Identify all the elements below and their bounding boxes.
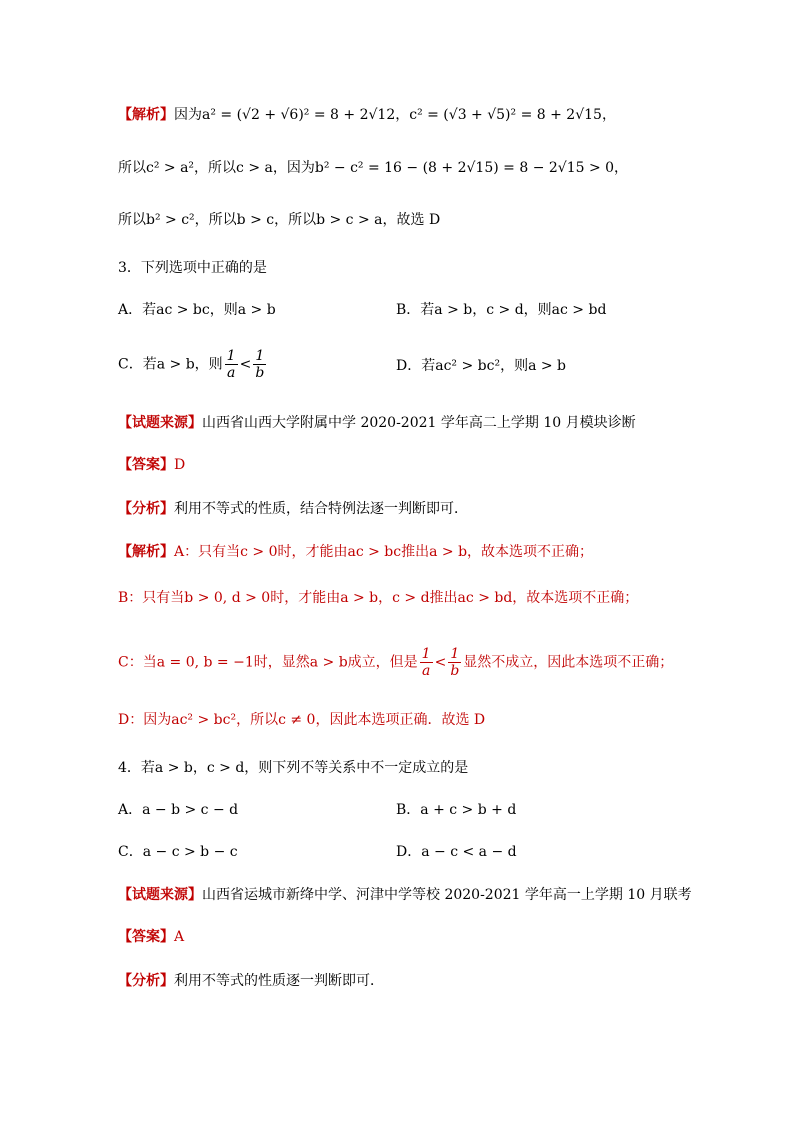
q4-option-a: A．a − b > c − d (118, 802, 239, 818)
fraction-denominator: b (450, 663, 460, 679)
answer-tag: 【答案】 (118, 929, 174, 945)
fraction-numerator: 1 (253, 348, 266, 365)
q3-fenxi (118, 499, 468, 519)
q3-source-text: 山西省山西大学附属中学 2020-2021 学年高二上学期 10 月模块诊断 (202, 415, 636, 431)
fraction-numerator: 1 (448, 646, 461, 663)
q4-option-b: B．a + c > b + d (396, 802, 517, 818)
q4-answer (118, 927, 184, 947)
q3-option-d: D．若ac² > bc²，则a > b (396, 358, 567, 374)
q4-option-d: D．a − c < a − d (396, 844, 517, 860)
source-tag: 【试题来源】 (118, 415, 202, 431)
fraction-denominator: a (421, 663, 431, 679)
less-than-sign: < (434, 654, 447, 671)
analysis-tag: 【解析】 (118, 544, 174, 560)
fraction-1-over-b (448, 646, 461, 679)
fraction-denominator: b (255, 365, 265, 381)
analysis-line-2: 所以c² > a²，所以c > a，因为b² − c² = 16 − (8 + 2√15) = 8 − 2√15 > 0， (118, 160, 629, 176)
fraction-numerator: 1 (226, 348, 236, 364)
q3-jiexi-b: B：只有当b > 0, d > 0时，才能由a > b，c > d推出ac > bd，故本选项不正确； (118, 590, 639, 606)
fenxi-tag: 【分析】 (118, 501, 174, 517)
less-than-sign: < (239, 356, 252, 373)
q3-jiexi-d: D：因为ac² > bc²，所以c ≠ 0，因此本选项正确．故选 D (118, 712, 486, 728)
q3-option-b: B．若a > b，c > d，则ac > bd (396, 302, 607, 318)
analysis-line-3: 所以b² > c²，所以b > c，所以b > c > a，故选 D (118, 212, 441, 228)
question-4-stem: 4．若a > b，c > d，则下列不等关系中不一定成立的是 (118, 760, 469, 776)
source-tag: 【试题来源】 (118, 887, 202, 903)
q3-jiexi-c (118, 646, 673, 679)
q3-fenxi-text: 利用不等式的性质，结合特例法逐一判断即可． (174, 501, 468, 517)
q4-source (118, 885, 692, 905)
q3-option-a: A．若ac > bc，则a > b (118, 302, 276, 318)
q4-answer-text: A (174, 929, 185, 945)
question-3-stem: 3．下列选项中正确的是 (118, 260, 267, 276)
q3-jiexi-c-text-2: 显然不成立，因此本选项不正确； (463, 654, 674, 671)
q3-jiexi-a (118, 542, 593, 562)
q4-option-c: C．a − c > b − c (118, 844, 238, 860)
analysis-text-1: 因为a² = (√2 + √6)² = 8 + 2√12，c² = (√3 + √5)² = 8 + 2√15， (174, 107, 616, 123)
fraction-1-over-b (253, 348, 266, 381)
q3-jiexi-a-text: A：只有当c > 0时，才能由ac > bc推出a > b，故本选项不正确； (174, 544, 594, 560)
fraction-1-over-a (225, 348, 238, 381)
analysis-line-1 (118, 105, 616, 125)
q4-fenxi-text: 利用不等式的性质逐一判断即可． (174, 973, 384, 989)
q3-jiexi-c-text: C：当a = 0, b = −1时，显然a > b成立，但是 (118, 654, 418, 671)
q3-option-c-text: C．若a > b，则 (118, 356, 223, 373)
analysis-tag: 【解析】 (118, 107, 174, 123)
q3-source (118, 413, 636, 433)
q4-source-text: 山西省运城市新绛中学、河津中学等校 2020-2021 学年高一上学期 10 月联考 (202, 887, 692, 903)
fraction-numerator: 1 (421, 646, 431, 662)
q3-answer-text: D (174, 457, 186, 473)
fraction-denominator: a (226, 365, 236, 381)
fraction-1-over-a (420, 646, 433, 679)
fenxi-tag: 【分析】 (118, 973, 174, 989)
q3-answer (118, 455, 185, 475)
q3-option-c (118, 348, 268, 381)
answer-tag: 【答案】 (118, 457, 174, 473)
q4-fenxi (118, 971, 384, 991)
